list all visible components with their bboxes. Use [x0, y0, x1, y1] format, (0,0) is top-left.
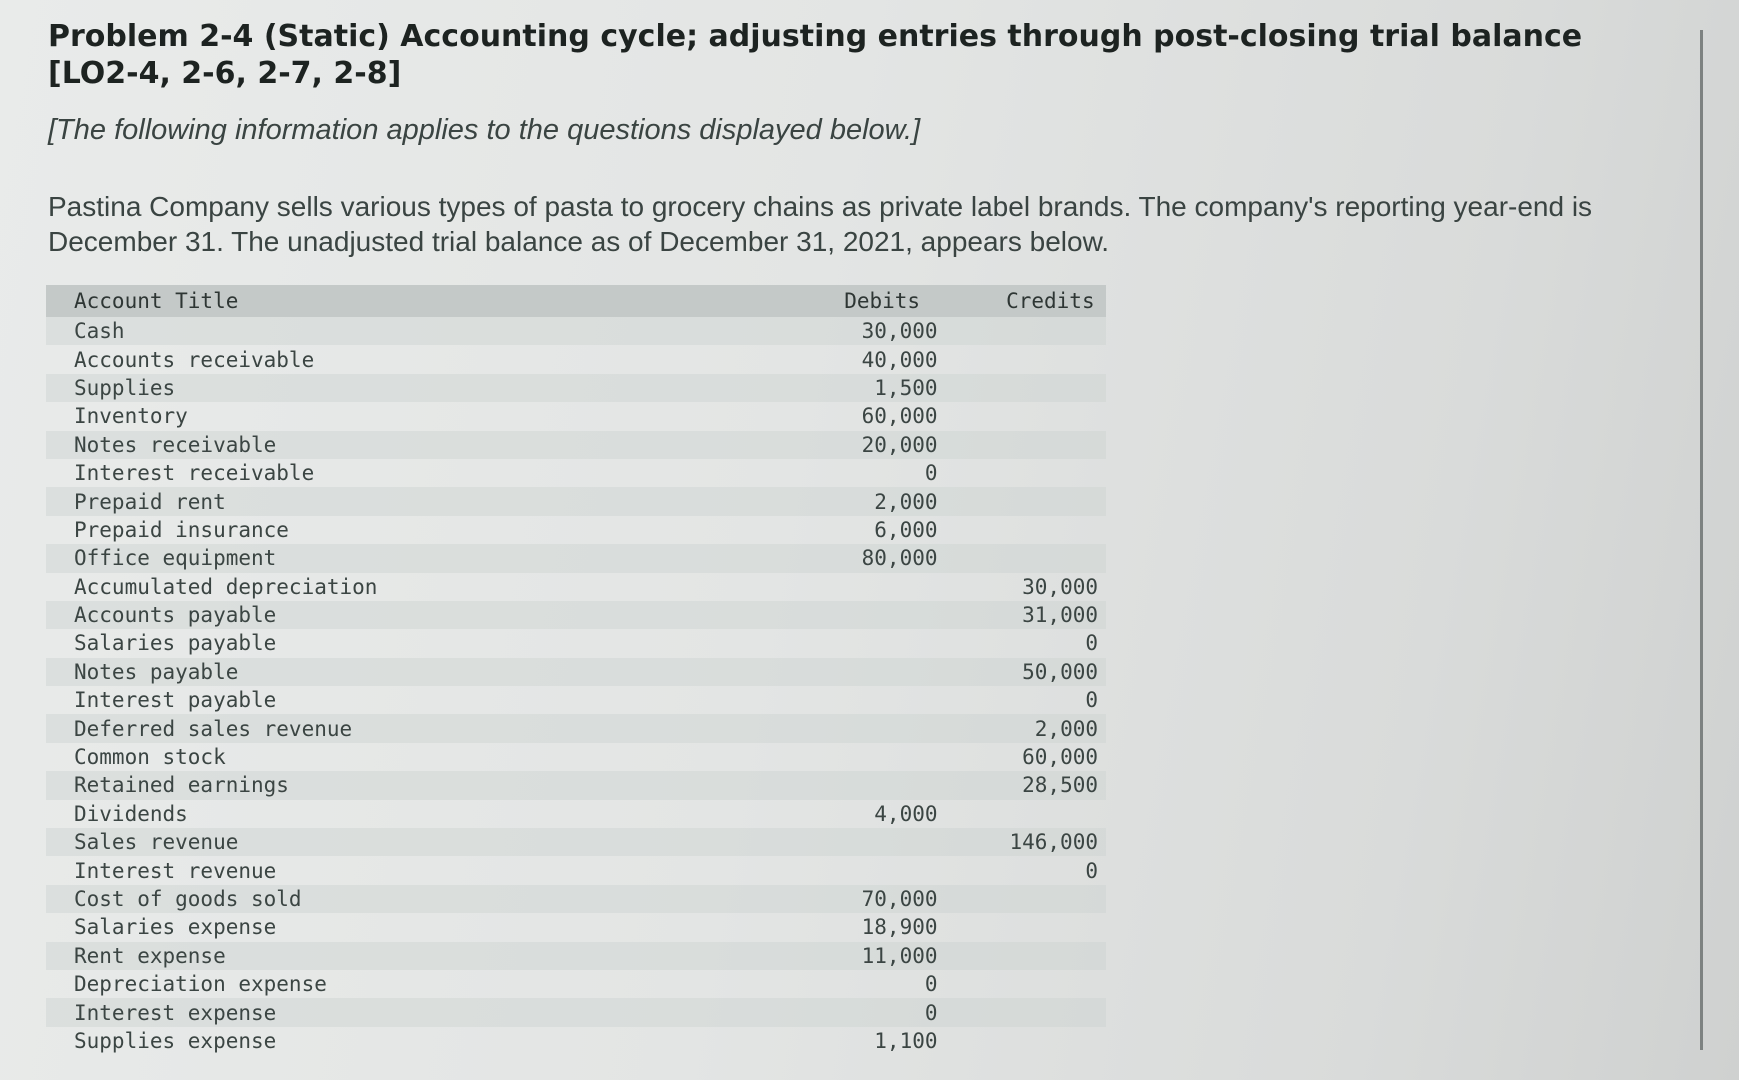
debit-cell: 1,500	[874, 375, 938, 400]
account-cell: Rent expense	[74, 943, 226, 968]
table-row	[46, 374, 1106, 402]
table-row	[46, 856, 1106, 884]
debit-cell: 40,000	[861, 347, 938, 372]
header-account-title: Account Title	[74, 289, 239, 313]
table-row	[46, 402, 1106, 430]
account-cell: Supplies	[74, 375, 176, 400]
credit-cell: 0	[1085, 688, 1098, 713]
credit-cell: 30,000	[1022, 574, 1098, 599]
account-cell: Interest revenue	[74, 858, 277, 883]
credit-cell: 28,500	[1022, 773, 1098, 798]
trial-balance-body	[46, 317, 1106, 1055]
account-cell: Supplies expense	[74, 1028, 277, 1053]
table-row	[46, 516, 1106, 544]
account-cell: Cost of goods sold	[74, 887, 302, 911]
trial-balance-table	[46, 285, 1106, 1055]
problem-intro: Pastina Company sells various types of pasta to grocery chains as private label brands. The company's reporting year-end is December 31. The unadjusted trial balance as of December 31, 2021, appears below.	[48, 191, 1593, 257]
table-row	[46, 885, 1106, 913]
table-row	[46, 771, 1106, 799]
table-row	[46, 743, 1106, 771]
debit-cell: 1,100	[874, 1028, 938, 1053]
debit-cell: 11,000	[861, 943, 938, 968]
account-cell: Inventory	[74, 404, 188, 429]
debit-cell: 2,000	[874, 489, 938, 514]
table-row	[46, 629, 1106, 657]
account-cell: Notes payable	[74, 659, 239, 684]
credit-cell: 146,000	[1009, 830, 1098, 855]
credit-cell: 50,000	[1022, 659, 1098, 684]
debit-cell: 0	[924, 461, 938, 486]
debit-cell: 20,000	[861, 432, 938, 457]
debit-cell: 18,900	[861, 915, 938, 940]
table-row	[46, 345, 1106, 373]
table-row	[46, 714, 1106, 742]
credit-cell: 2,000	[1034, 716, 1098, 741]
credit-cell: 31,000	[1022, 603, 1098, 628]
table-row	[46, 828, 1106, 856]
table-row	[46, 913, 1106, 941]
table-row	[46, 317, 1106, 345]
account-cell: Interest receivable	[74, 461, 315, 486]
account-cell: Salaries expense	[74, 915, 277, 940]
debit-cell: 0	[924, 1000, 938, 1025]
table-row	[46, 487, 1106, 515]
debit-cell: 4,000	[874, 801, 938, 826]
account-cell: Common stock	[74, 745, 226, 770]
account-cell: Accounts receivable	[74, 347, 315, 372]
account-cell: Accounts payable	[74, 603, 277, 628]
header-credits: Credits	[1006, 289, 1095, 313]
table-row	[46, 800, 1106, 828]
account-cell: Salaries payable	[74, 631, 277, 656]
table-row	[46, 573, 1106, 601]
debit-cell: 30,000	[861, 319, 938, 344]
table-row	[46, 658, 1106, 686]
account-cell: Dividends	[74, 801, 188, 826]
table-row	[46, 998, 1106, 1026]
trial-balance-header	[46, 285, 1106, 317]
account-cell: Interest expense	[74, 1000, 277, 1025]
table-row	[46, 942, 1106, 970]
problem-title: Problem 2-4 (Static) Accounting cycle; adjusting entries through post-closing trial balance [LO2-4, 2-6, 2-7, 2-8]	[48, 19, 1583, 91]
debit-cell: 6,000	[874, 517, 938, 542]
table-row	[46, 686, 1106, 714]
account-cell: Depreciation expense	[74, 972, 327, 997]
table-row	[46, 544, 1106, 572]
account-cell: Interest payable	[74, 688, 277, 713]
account-cell: Prepaid insurance	[74, 517, 289, 542]
table-row	[46, 459, 1106, 487]
credit-cell: 60,000	[1022, 745, 1098, 770]
debit-cell: 80,000	[861, 546, 938, 571]
table-row	[46, 431, 1106, 459]
header-debits: Debits	[844, 289, 921, 313]
credit-cell: 0	[1085, 631, 1098, 656]
account-cell: Cash	[74, 319, 125, 344]
table-row	[46, 601, 1106, 629]
table-row	[46, 970, 1106, 998]
problem-note: [The following information applies to the questions displayed below.]	[48, 114, 921, 146]
debit-cell: 60,000	[861, 404, 938, 429]
account-cell: Retained earnings	[74, 773, 289, 798]
problem-page	[48, 18, 1688, 259]
debit-cell: 70,000	[861, 887, 938, 911]
table-row	[46, 1027, 1106, 1055]
account-cell: Prepaid rent	[74, 489, 226, 514]
account-cell: Accumulated depreciation	[74, 574, 378, 599]
account-cell: Office equipment	[74, 546, 277, 571]
debit-cell: 0	[924, 972, 938, 997]
screen-edge-line	[1700, 30, 1703, 1050]
account-cell: Sales revenue	[74, 830, 239, 855]
credit-cell: 0	[1085, 858, 1098, 883]
account-cell: Notes receivable	[74, 432, 277, 457]
account-cell: Deferred sales revenue	[74, 716, 353, 741]
